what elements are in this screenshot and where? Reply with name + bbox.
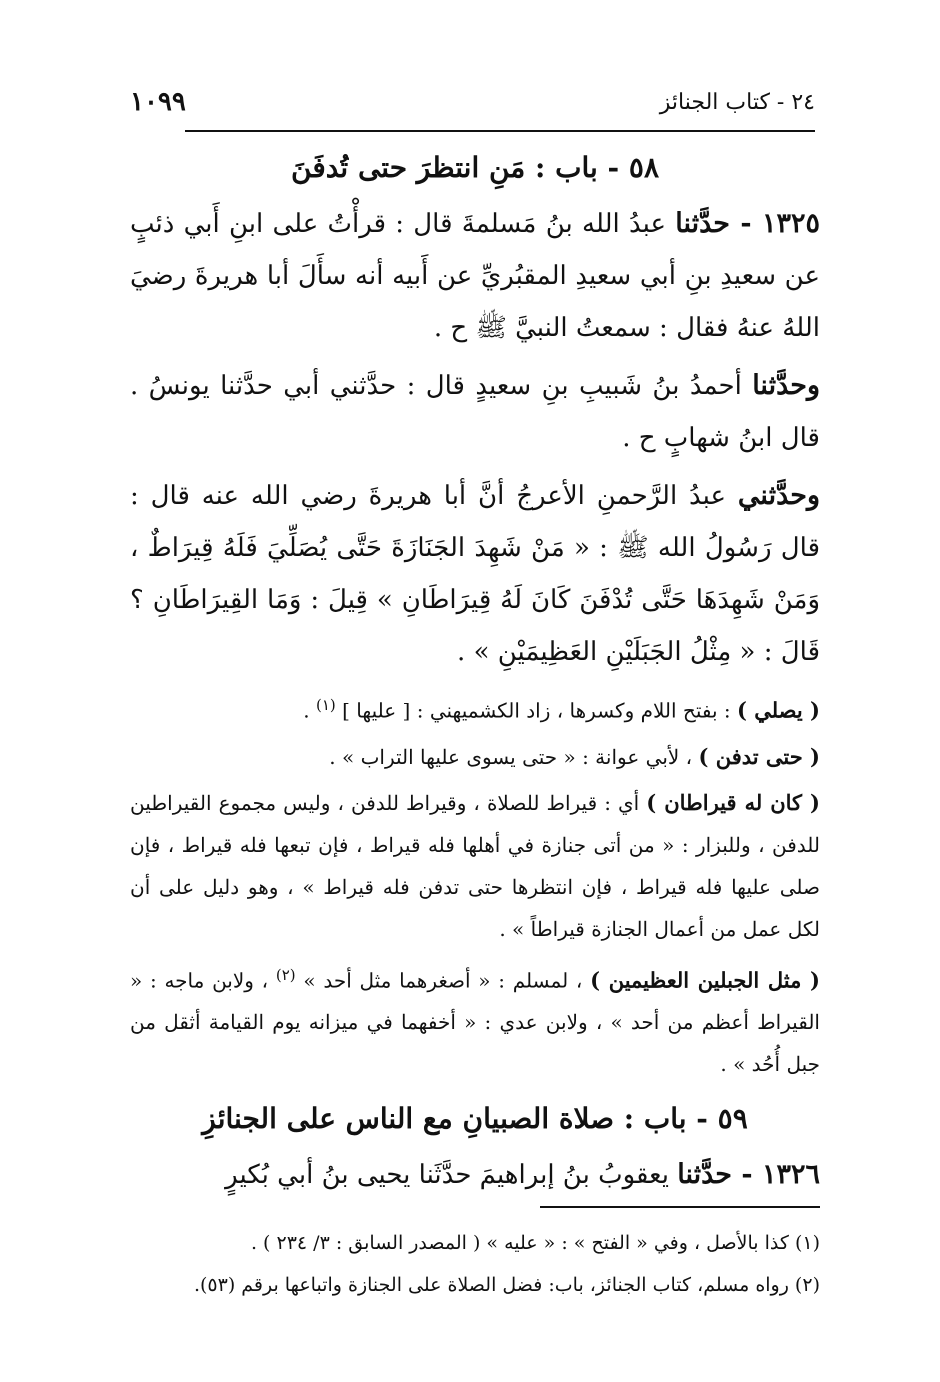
commentary-note xyxy=(130,684,820,732)
hadith-1326-text: يعقوبُ بنُ إبراهيمَ حدَّثَنا يحيى بنُ أبي بُكيرٍ xyxy=(225,1160,678,1191)
footnote-separator xyxy=(540,1206,820,1208)
note-term: ( كان له قيراطان ) xyxy=(646,789,820,815)
isnad-chain-3-lead: وحدَّثني xyxy=(737,480,820,511)
chapter-heading-58: ٥٨ - باب : مَنِ انتظرَ حتى تُدفَنَ xyxy=(291,151,659,184)
hadith-1325-text: عبدُ الله بنُ مَسلمةَ قال : قرأْتُ على ابنِ أَبي ذئبٍ عن سعيدِ بنِ أبي سعيدِ المقبُريِّ عن أَبيه أنه سأَلَ أبا هريرةَ رضيَ اللهُ عنهُ فقال : سمعتُ النبيَّ ﷺ ح . xyxy=(130,209,820,343)
header-rule xyxy=(185,130,815,132)
isnad-chain-2-lead: وحدَّثنا xyxy=(752,370,820,401)
commentary-note xyxy=(130,782,820,950)
hadith-1326 xyxy=(130,1149,820,1201)
footnote-ref[interactable]: (٢) xyxy=(275,965,296,984)
running-header xyxy=(130,82,815,122)
note-term: ( يصلي ) xyxy=(736,697,820,723)
note-text: : بفتح اللام وكسرها ، زاد الكشميهني : [ عليها ] xyxy=(342,698,737,723)
isnad-chain-2 xyxy=(130,360,820,464)
note-tail: . xyxy=(303,698,316,723)
commentary-note xyxy=(130,954,820,1086)
hadith-1325 xyxy=(130,198,820,354)
chapter-heading-59: ٥٩ - باب : صلاة الصبيانِ مع الناس على الجنائزِ xyxy=(202,1102,748,1136)
footnote-ref[interactable]: (١) xyxy=(316,696,336,714)
main-text xyxy=(130,138,820,1207)
hadith-1325-lead: ١٣٢٥ - حدَّثنا xyxy=(675,208,820,239)
commentary-note xyxy=(130,736,820,778)
footnote-1: (١) كذا بالأصل ، وفي « الفتح » : « عليه » ( المصدر السابق : ٣/ ٢٣٤ ) . xyxy=(250,1232,820,1254)
note-tail: ، ولابن ماجه : « القيراط أعظم من أحد » ، ولابن عدي : « أخفهما في ميزانه يوم القيامة أثقل من جبل أُحُد » . xyxy=(130,968,820,1077)
note-text: ، لأبي عوانة : « حتى يسوى عليها التراب » . xyxy=(329,744,699,769)
isnad-chain-2-text: أحمدُ بنُ شَبيبِ بنِ سعيدٍ قال : حدَّثني أبي حدَّثنا يونسُ . قال ابنُ شهابٍ ح . xyxy=(130,371,820,453)
isnad-chain-3-text: عبدُ الرَّحمنِ الأعرجُ أنَّ أبا هريرةَ رضي الله عنه قال : قال رَسُولُ الله ﷺ : « مَنْ شَهِدَ الجَنَازَةَ حَتَّى يُصَلِّيَ فَلَهُ قِيرَاطٌ ، وَمَنْ شَهِدَهَا حَتَّى تُدْفَنَ كَانَ لَهُ قِيرَاطَانِ » قِيلَ : وَمَا القِيرَاطَانِ ؟ قَالَ : « مِثْلُ الجَبَلَيْنِ العَظِيمَيْنِ » . xyxy=(130,481,820,667)
note-term: ( مثل الجبلين العظيمين ) xyxy=(590,967,820,993)
book-chapter-title: ٢٤ - كتاب الجنائز xyxy=(659,89,815,115)
isnad-chain-3 xyxy=(130,470,820,678)
note-text: أي : قيراط للصلاة ، وقيراط للدفن ، وليس مجموع القيراطين للدفن ، وللبزار : « من أتى جنازة في أهلها فله قيراط ، فإن تبعها فله قيراط ، فإن صلى عليها فله قيراط ، فإن انتظرها حتى تدفن فله قيراط » ، وهو دليل على أن لكل عمل من أعمال الجنازة قيراطاً » . xyxy=(130,790,820,941)
footnote-2: (٢) رواه مسلم، كتاب الجنائز، باب: فضل الصلاة على الجنازة واتباعها برقم (٥٣). xyxy=(193,1274,820,1296)
note-term: ( حتى تدفن ) xyxy=(698,743,820,769)
hadith-1326-lead: ١٣٢٦ - حدَّثنا xyxy=(677,1159,820,1191)
footnotes xyxy=(130,1222,820,1306)
note-text: ، لمسلم : « أصغرهما مثل أحد » xyxy=(303,968,591,993)
page-number: ١٠٩٩ xyxy=(130,87,186,117)
